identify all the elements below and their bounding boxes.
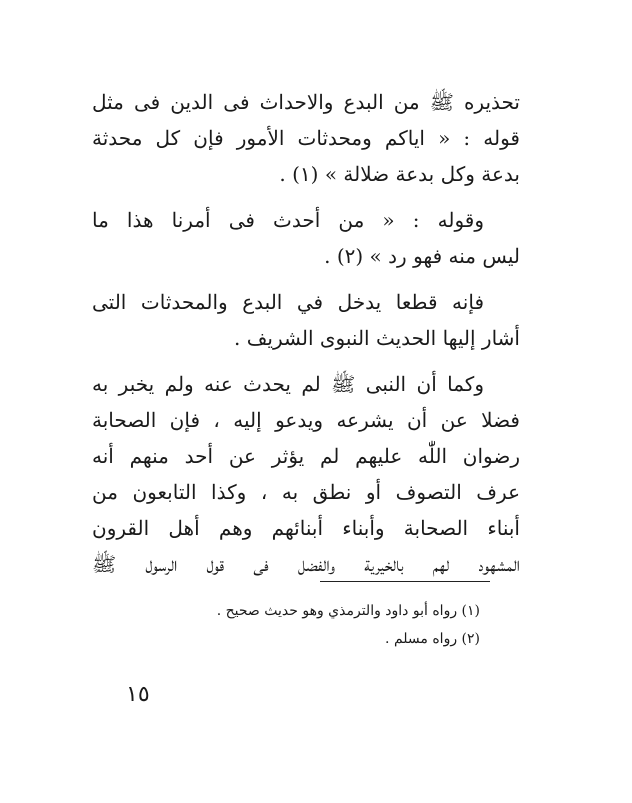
main-text xyxy=(92,84,520,592)
footnotes xyxy=(180,597,480,653)
text-line: وقوله : « من أحدث فى أمرنا هذا ما xyxy=(92,208,484,232)
text-line: وكما أن النبى ﷺ لم يحدث عنه ولم يخبر به xyxy=(92,372,484,396)
text-line: فضلا عن أن يشرعه ويدعو إليه ، فإن الصحابة xyxy=(92,408,520,432)
page-number: ١٥ xyxy=(126,682,150,707)
text-line: أشار إليها الحديث النبوى الشريف . xyxy=(234,326,520,350)
footnote-1: (١) رواه أبو داود والترمذي وهو حديث صحيح . xyxy=(216,603,480,619)
text-line: عرف التصوف أو نطق به ، وكذا التابعون من xyxy=(92,480,520,504)
text-line: ليس منه فهو رد » (٢) . xyxy=(324,244,520,268)
text-line: أبناء الصحابة وأبناء أبنائهم وهم أهل القرون xyxy=(92,516,520,540)
text-line: تحذيره ﷺ من البدع والاحداث فى الدين فى مثل xyxy=(92,90,520,114)
text-line: قوله : « اياكم ومحدثات الأمور فإن كل محدثة xyxy=(92,126,520,150)
paragraph-3 xyxy=(92,284,520,356)
footnote-2: (٢) رواه مسلم . xyxy=(385,631,480,647)
text-line: بدعة وكل بدعة ضلالة » (١) . xyxy=(279,162,520,186)
text-line: المشهود لهم بالخيرية والفضل فى قول الرسول ﷺ xyxy=(92,552,520,576)
footnote-divider xyxy=(320,581,490,582)
text-line: فإنه قطعا يدخل في البدع والمحدثات التى xyxy=(92,290,484,314)
paragraph-2 xyxy=(92,202,520,274)
paragraph-4 xyxy=(92,366,520,582)
paragraph-1 xyxy=(92,84,520,192)
text-line: رضوان اللّٰه عليهم لم يؤثر عن أحد منهم أنه xyxy=(92,444,520,468)
